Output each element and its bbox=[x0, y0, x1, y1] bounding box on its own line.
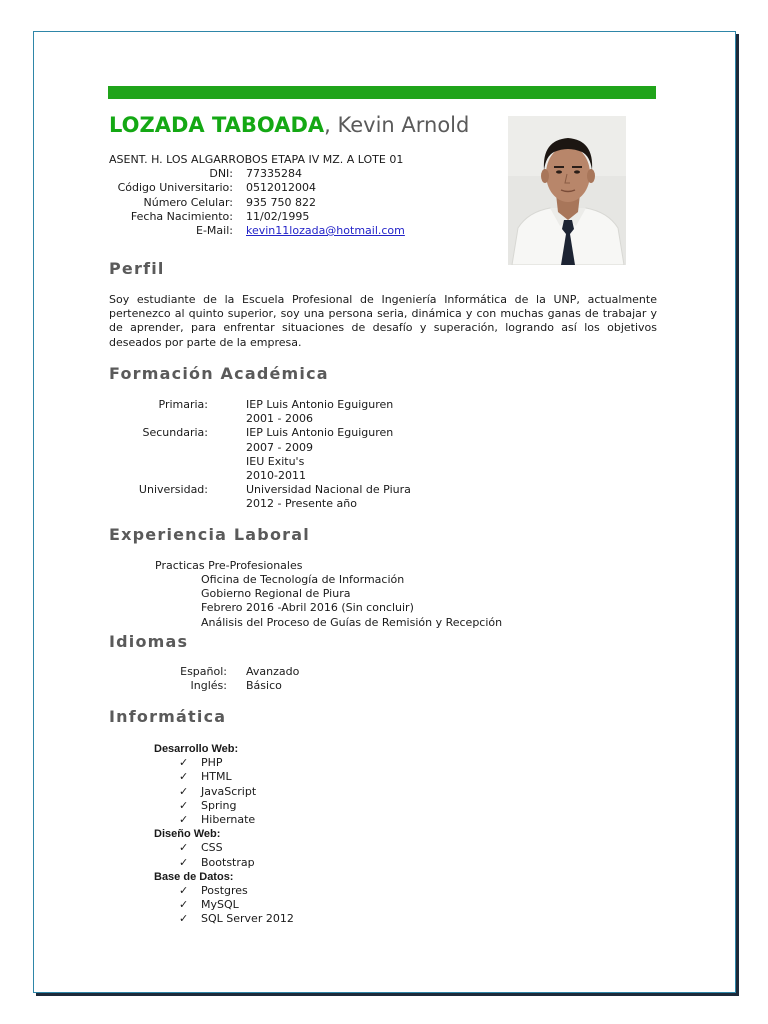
section-heading-perfil: Perfil bbox=[109, 259, 165, 278]
skill-name: Spring bbox=[201, 798, 237, 812]
skills-list bbox=[154, 742, 294, 927]
education-value: IEU Exitu's bbox=[246, 454, 305, 468]
contact-row-code bbox=[109, 181, 405, 195]
email-link[interactable]: kevin11lozada@hotmail.com bbox=[246, 224, 405, 238]
candidate-name bbox=[109, 113, 469, 137]
education-value: IEP Luis Antonio Eguiguren bbox=[246, 398, 394, 411]
skill-item bbox=[154, 770, 294, 784]
education-row bbox=[109, 469, 411, 483]
education-row bbox=[109, 426, 411, 440]
skill-item bbox=[154, 785, 294, 799]
education-label: Primaria: bbox=[158, 398, 208, 411]
education-value: Universidad Nacional de Piura bbox=[246, 483, 411, 497]
profile-photo bbox=[508, 116, 626, 265]
education-row bbox=[109, 497, 411, 511]
education-label: Secundaria: bbox=[142, 426, 208, 440]
education-label: Universidad: bbox=[138, 483, 208, 497]
language-row bbox=[109, 665, 299, 679]
education-value: 2010-2011 bbox=[246, 469, 306, 483]
section-heading-informatica: Informática bbox=[109, 707, 227, 726]
skill-name: MySQL bbox=[201, 898, 239, 912]
contact-row-email bbox=[109, 224, 405, 238]
contact-value: 935 750 822 bbox=[246, 195, 316, 209]
skill-name: HTML bbox=[201, 770, 232, 784]
checkmark-icon: ✓ bbox=[179, 898, 189, 912]
education-value: 2012 - Presente año bbox=[246, 497, 357, 511]
skill-name: SQL Server 2012 bbox=[201, 912, 294, 926]
language-level: Básico bbox=[246, 679, 282, 693]
education-label bbox=[109, 497, 208, 511]
contact-label: DNI: bbox=[209, 167, 233, 181]
language-row bbox=[109, 679, 299, 693]
skill-name: Hibernate bbox=[201, 813, 256, 827]
checkmark-icon: ✓ bbox=[179, 798, 189, 812]
contact-value: 0512012004 bbox=[246, 181, 316, 195]
education-row bbox=[109, 412, 411, 426]
language-label: Inglés: bbox=[190, 679, 227, 693]
education-row bbox=[109, 455, 411, 469]
education-row bbox=[109, 398, 411, 412]
checkmark-icon: ✓ bbox=[179, 813, 189, 827]
skill-item bbox=[154, 799, 294, 813]
skill-category: Desarrollo Web: bbox=[154, 743, 239, 755]
education-list bbox=[109, 398, 411, 512]
skill-name: JavaScript bbox=[201, 784, 257, 798]
checkmark-icon: ✓ bbox=[179, 841, 189, 855]
checkmark-icon: ✓ bbox=[179, 770, 189, 784]
checkmark-icon: ✓ bbox=[179, 855, 189, 869]
education-label bbox=[109, 455, 208, 469]
skill-name: PHP bbox=[201, 756, 223, 770]
checkmark-icon: ✓ bbox=[179, 912, 189, 926]
skill-item bbox=[154, 884, 294, 898]
section-heading-experiencia: Experiencia Laboral bbox=[109, 525, 310, 544]
experience-line: Gobierno Regional de Piura bbox=[201, 587, 351, 601]
experience-line: Análisis del Proceso de Guías de Remisión y Recepción bbox=[201, 615, 503, 629]
contact-row-phone bbox=[109, 196, 405, 210]
contact-label: Número Celular: bbox=[143, 195, 233, 209]
experience-details bbox=[201, 573, 502, 630]
experience-line: Febrero 2016 -Abril 2016 (Sin concluir) bbox=[201, 601, 414, 615]
contact-row-birthdate bbox=[109, 210, 405, 224]
contact-label: E-Mail: bbox=[196, 224, 233, 238]
contact-label: Fecha Nacimiento: bbox=[130, 209, 233, 223]
education-value: 2007 - 2009 bbox=[246, 440, 313, 454]
portrait-image bbox=[508, 116, 626, 265]
contact-value: 11/02/1995 bbox=[246, 209, 310, 223]
skill-category: Base de Datos: bbox=[154, 870, 234, 883]
skill-item bbox=[154, 841, 294, 855]
education-row bbox=[109, 483, 411, 497]
name-separator: , bbox=[324, 113, 331, 137]
checkmark-icon: ✓ bbox=[179, 784, 189, 798]
contact-value: 77335284 bbox=[246, 167, 302, 181]
contact-label: Código Universitario: bbox=[117, 181, 233, 195]
skill-item bbox=[154, 813, 294, 827]
skill-item bbox=[154, 898, 294, 912]
education-value: 2001 - 2006 bbox=[246, 412, 313, 426]
skill-category: Diseño Web: bbox=[154, 828, 221, 841]
skill-item bbox=[154, 856, 294, 870]
header-accent-bar bbox=[108, 86, 656, 99]
first-name: Kevin Arnold bbox=[330, 113, 470, 137]
education-label bbox=[109, 469, 208, 483]
contact-info bbox=[109, 153, 405, 238]
section-heading-idiomas: Idiomas bbox=[109, 632, 189, 651]
education-value: IEP Luis Antonio Eguiguren bbox=[246, 426, 394, 440]
experience-line: Oficina de Tecnología de Información bbox=[201, 573, 405, 586]
languages-list bbox=[109, 665, 299, 693]
experience-title: Practicas Pre-Profesionales bbox=[155, 559, 303, 572]
education-row bbox=[109, 441, 411, 455]
language-level: Avanzado bbox=[246, 665, 300, 678]
skill-item bbox=[154, 756, 294, 770]
language-label: Español: bbox=[180, 665, 227, 678]
education-label bbox=[109, 441, 208, 455]
profile-summary: Soy estudiante de la Escuela Profesional de Ingeniería Informática de la UNP, actualmente pertenezco al quinto superior, soy una persona seria, dinámica y con muchas ganas de trabajar y de aprender, para enfrentar situaciones de desafío y superación, logrando así los objetivos deseados por parte de la empresa. bbox=[109, 293, 657, 349]
checkmark-icon: ✓ bbox=[179, 884, 189, 898]
last-name: LOZADA TABOADA bbox=[109, 113, 325, 137]
skill-name: Bootstrap bbox=[201, 855, 255, 869]
skill-item bbox=[154, 912, 294, 926]
section-heading-formacion: Formación Académica bbox=[109, 364, 329, 383]
skill-name: Postgres bbox=[201, 884, 248, 898]
address: ASENT. H. LOS ALGARROBOS ETAPA IV MZ. A LOTE 01 bbox=[109, 153, 404, 166]
education-label bbox=[109, 412, 208, 426]
contact-row-dni bbox=[109, 167, 405, 181]
skill-name: CSS bbox=[201, 841, 223, 855]
checkmark-icon: ✓ bbox=[179, 756, 189, 770]
